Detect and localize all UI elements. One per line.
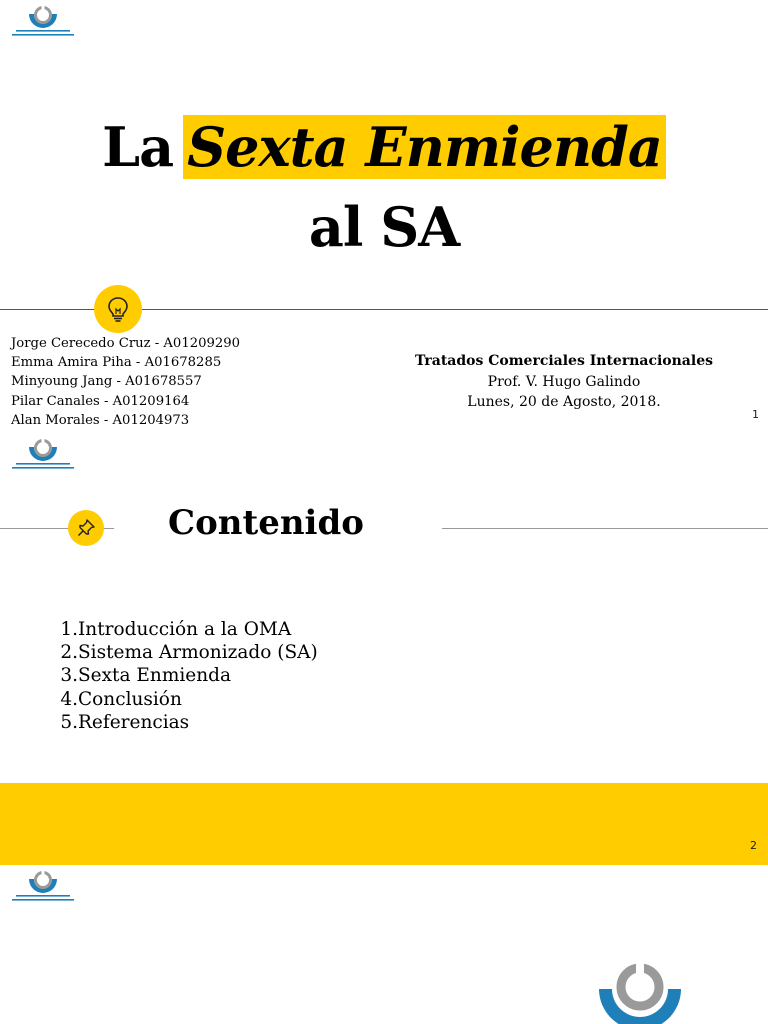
page-number: 1 xyxy=(752,408,759,421)
title-slide xyxy=(0,0,768,432)
professor-name: Prof. V. Hugo Galindo xyxy=(487,373,641,390)
wco-emblem-icon xyxy=(10,869,76,903)
author-name: Emma Amira Piha - A01678285 xyxy=(11,355,222,371)
author-name: Alan Morales - A01204973 xyxy=(11,412,190,428)
course-info xyxy=(380,351,748,413)
list-item-label: Introducción a la OMA xyxy=(78,619,292,640)
list-item xyxy=(40,664,318,687)
list-item xyxy=(40,618,318,641)
list-item xyxy=(40,688,318,711)
partial-slide xyxy=(0,865,768,1024)
list-item-number: 2. xyxy=(60,642,78,664)
lightbulb-icon xyxy=(94,285,142,333)
page-number: 2 xyxy=(750,839,757,852)
presentation-title xyxy=(0,106,768,188)
wco-logo xyxy=(10,4,76,44)
author-name: Minyoung Jang - A01678557 xyxy=(11,374,202,390)
list-item-label: Referencias xyxy=(78,711,190,733)
wco-logo xyxy=(10,437,76,477)
presentation-date: Lunes, 20 de Agosto, 2018. xyxy=(467,394,661,410)
list-item-label: Conclusión xyxy=(78,688,182,710)
list-item-label: Sexta Enmienda xyxy=(78,665,232,687)
section-title: Contenido xyxy=(168,503,364,543)
pushpin-icon xyxy=(68,510,104,546)
wco-emblem-large-icon xyxy=(596,959,684,1024)
list-item-label: Sistema Armonizado (SA) xyxy=(78,642,318,664)
author-name: Jorge Cerecedo Cruz - A01209290 xyxy=(11,336,241,351)
wco-emblem-icon xyxy=(10,4,76,38)
list-item xyxy=(40,711,318,734)
title-highlight-text: Sexta Enmienda xyxy=(183,115,666,179)
author-list xyxy=(11,334,240,430)
contents-slide xyxy=(0,432,768,865)
accent-band xyxy=(0,783,768,865)
list-item-number: 3. xyxy=(60,665,78,687)
author-name: Pilar Canales - A01209164 xyxy=(11,393,190,409)
list-item-number: 4. xyxy=(60,688,78,710)
wco-large-emblem xyxy=(596,959,684,1024)
list-item-number: 1. xyxy=(60,619,78,640)
list-item xyxy=(40,641,318,664)
contents-list xyxy=(40,618,318,734)
title-plain-text: La xyxy=(102,115,174,179)
divider-line-right xyxy=(442,528,768,529)
wco-emblem-icon xyxy=(10,437,76,471)
presentation-subtitle: al SA xyxy=(308,195,460,259)
course-name: Tratados Comerciales Internacionales xyxy=(414,353,713,369)
wco-logo xyxy=(10,869,76,909)
list-item-number: 5. xyxy=(60,711,78,733)
